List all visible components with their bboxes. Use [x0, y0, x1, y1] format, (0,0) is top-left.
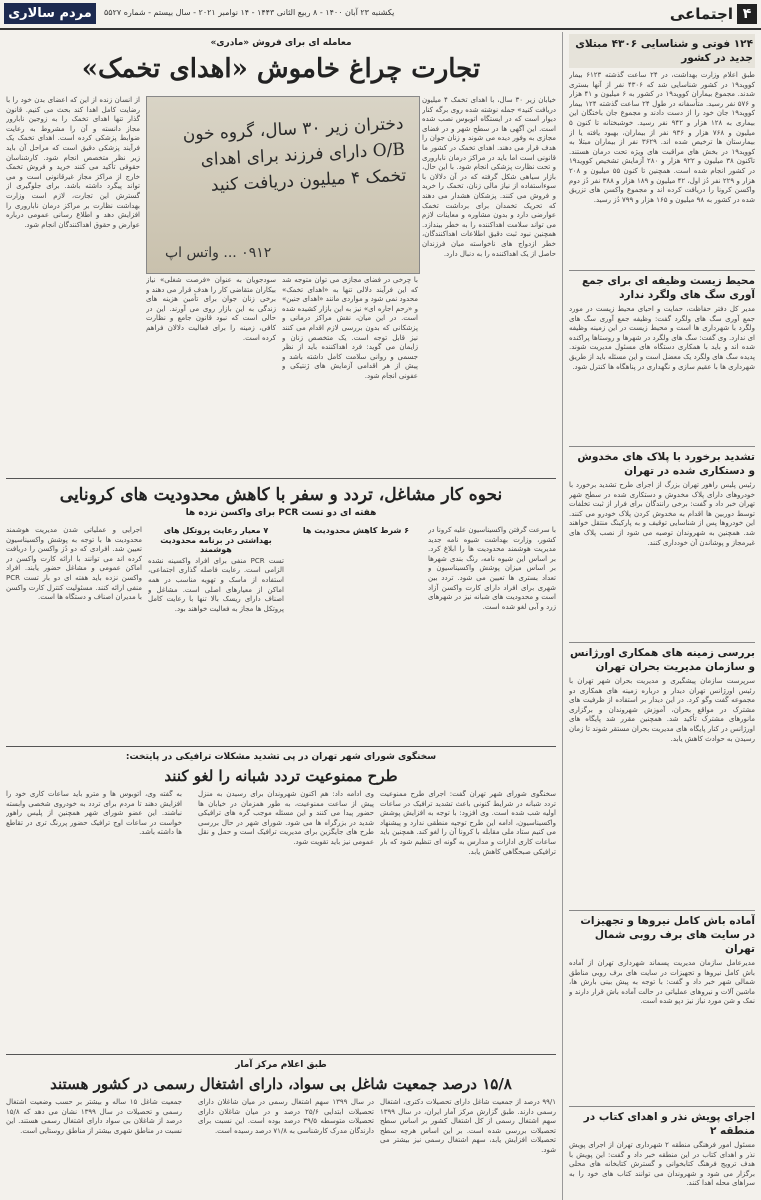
story3-column-left: به گفته وی، اتوبوس ها و مترو باید ساعات کاری خود را افزایش دهند تا مردم برای تردد به خودروی شخصی وابسته نباشند. این عضو شورای شهر همچنین از پلیس راهور خواست در ساعات اوج ترافیک حضور پررنگ تری در تقاطع ها داشته باشد.	[6, 790, 182, 837]
masthead	[0, 0, 761, 30]
news-item-stray-dogs	[569, 270, 755, 440]
news-body: مدیر کل دفتر حفاظت، حمایت و احیای محیط زیست در مورد جمع آوری سگ های ولگرد گفت: وظیفه جمع آوری سگ های ولگرد با شهرداری ها است و محیط زیست در این زمینه وظیفه ای ندارد. وی گفت: سگ های ولگرد در شهرها و روستاها پراکنده شده اند و باید با همکاری دستگاه های مسئول مدیریت شوند. پدیده سگ های ولگرد یک معضل است و این مسئله باید از طریق شهرداری ها با عقیم سازی و نگهداری در پناهگاه ها کنترل شود.	[569, 305, 755, 371]
newspaper-logo: مردم سالاری	[4, 3, 96, 24]
story2-subheadline: هفته ای دو تست PCR برای واکسن نزده ها	[185, 508, 377, 518]
story3-headline: طرح ممنوعیت تردد شبانه را لغو کنند	[164, 767, 398, 785]
news-body: مدیرعامل سازمان مدیریت پسماند شهرداری تهران از آماده باش کامل نیروها و تجهیزات در سایت های برف روبی مناطق شمالی شهر خبر داد و گفت: با توجه به پیش بینی بارش ها، ماشین آلات و نیروهای عملیاتی در حالت آماده باش قرار دارند و نمک و شن مورد نیاز نیز دپو شده است.	[569, 959, 755, 1006]
story3-column-middle: وی ادامه داد: هم اکنون شهروندان برای رسیدن به منزل پیش از ساعت ممنوعیت، به طور همزمان در خیابان ها حضور پیدا می کنند و این مسئله موجب گره های ترافیکی شدید در بزرگراه ها می شود. شورای شهر در حال بررسی طرح های جایگزین برای مدیریت ترافیک است و حمل و نقل عمومی نیز باید تقویت شود.	[198, 790, 374, 846]
news-item-snow-removal	[569, 910, 755, 1100]
news-sidebar	[562, 32, 761, 1200]
story1-column-right: خیابان زیر ۳۰ سال، با اهدای تخمک ۴ میلیون دریافت کنید» جمله نوشته شده روی برگه کنار دیوار است که در ایستگاه اتوبوس نصب شده است. این آگهی ها در سطح شهر و در فضای مجازی به وفور دیده می شوند و زنان جوان را هدف قرار می دهند. اهدای تخمک در کشور ما قانونی است اما باید در مراکز درمان ناباروری و تحت نظارت پزشکی انجام شود. با این حال، بازار سیاهی شکل گرفته که در آن دلالان با سوءاستفاده از نیاز مالی زنان، تخمک را خرید و فروش می کنند. پزشکان هشدار می دهند که تحریک تخمدان برای برداشت تخمک عوارضی دارد و بدون مشاوره و معاینات لازم می تواند سلامت اهداکننده را به خطر بیندازد. همچنین نبود ثبت دقیق اطلاعات اهداکنندگان، خطر ازدواج های ناخواسته میان فرزندان حاصل از یک اهداکننده را به دنبال دارد.	[422, 96, 556, 258]
story2-box-criteria	[148, 526, 284, 740]
story4-headline: ۱۵/۸ درصد جمعیت شاغل بی سواد، دارای اشتغال رسمی در کشور هستند	[50, 1075, 512, 1093]
story3-column-right: سخنگوی شورای شهر تهران گفت: اجرای طرح ممنوعیت تردد شبانه در شرایط کنونی باعث تشدید ترافیک در ساعات اولیه شب شده است. وی افزود: با توجه به افزایش پوشش واکسیناسیون، ادامه این طرح توجیه منطقی ندارد و پیشنهاد می کنیم ستاد ملی مقابله با کرونا آن را لغو کند. همچنین باید ساعات کاری ادارات و مدارس به گونه ای تنظیم شود که بار ترافیکی صبحگاهی کاهش یابد.	[380, 790, 556, 856]
divider	[6, 746, 556, 747]
handwritten-phone: ۰۹۱۲ ... واتس اپ	[165, 245, 272, 261]
main-content	[0, 32, 562, 1200]
box-title: ۶ شرط کاهش محدودیت ها	[302, 526, 410, 535]
story1-column-left: از انسان زنده از این که اعضای بدن خود را با رضایت کامل اهدا کند بحث می کنیم. قانون گذار تنها اهدای تخمک را به زوجین نابارور مجاز دانسته و آن را مشروط به رعایت ضوابط پزشکی کرده است. اهدای تخمک یک فرآیند پزشکی دقیق است که مراحل آن باید زیر نظر متخصص انجام شود. کارشناسان حقوقی تأکید می کنند خرید و فروش تخمک خارج از مراکز مجاز غیرقانونی است و می تواند پیگرد داشته باشد. برای جلوگیری از گسترش این تجارت، لازم است وزارت بهداشت نظارت بر مراکز درمان ناباروری را افزایش دهد و اطلاع رسانی عمومی درباره عوارض و حقوق اهداکنندگان انجام شود.	[6, 96, 140, 229]
story1-column-middle: با چرخی در فضای مجازی می توان متوجه شد که این فرآیند دلالی تنها به «اهدای تخمک» محدود نمی شود و مواردی مانند «اهدای جنین» و «رحم اجاره ای» نیز به این بازار کشیده شده است. در این میان، نقش مراکز درمانی و پزشکانی که بدون بررسی لازم اقدام می کنند نیز قابل توجه است. یک متخصص زنان و زایمان می گوید: فرد اهداکننده باید از نظر جسمی و روانی سلامت کامل داشته باشد و پیش از هر اقدامی آزمایش های ژنتیکی و عفونی انجام شود.	[282, 276, 418, 380]
news-item-book-donation	[569, 1106, 755, 1198]
story1-headline: تجارت چراغ خاموش «اهدای تخمک»	[81, 54, 481, 84]
page-number: ۴	[737, 4, 757, 24]
section-title: اجتماعی	[669, 4, 733, 23]
divider	[6, 1054, 556, 1055]
story1-caption-column: سودجویان به عنوان «فرصت شغلی» نیاز بیکاران متقاضی کار را هدف قرار می دهند و برخی زنان جوان برای تأمین هزینه های زندگی به این بازار روی می آورند. این در حالی است که نبود قانون جامع و نظارت کافی، زمینه را برای فعالیت دلالان فراهم کرده است.	[146, 276, 276, 342]
story3-kicker: سخنگوی شورای شهر تهران در پی تشدید مشکلات ترافیکی در پایتخت:	[125, 752, 437, 762]
news-title: ۱۲۴ فوتی و شناسایی ۴۳۰۶ مبتلای جدید در کشور	[569, 34, 755, 68]
box-body: تست PCR منفی برای افراد واکسینه نشده الزامی است. رعایت فاصله گذاری اجتماعی، استفاده از ماسک و تهویه مناسب در همه اماکن از معیارهای اصلی است. مشاغل و اصناف دارای ریسک بالا تنها با رعایت کامل پروتکل ها مجاز به فعالیت خواهند بود.	[148, 556, 284, 613]
news-title: بررسی زمینه های همکاری اورژانس و سازمان مدیریت بحران تهران	[569, 642, 755, 674]
news-item-covid-stats	[569, 34, 755, 264]
news-title: آماده باش کامل نیروها و تجهیزات در سایت های برف روبی شمال تهران	[569, 910, 755, 956]
story2-column-right: با سرعت گرفتن واکسیناسیون علیه کرونا در کشور، وزارت بهداشت شیوه نامه جدید مدیریت هوشمند محدودیت ها را ابلاغ کرد. بر اساس این شیوه نامه، رنگ بندی شهرها بر اساس میزان پوشش واکسیناسیون و تعداد بستری ها تعیین می شود. تردد بین شهری برای افراد دارای کارت واکسن آزاد است و محدودیت های شبانه نیز در شهرهای زرد و آبی لغو شده است.	[428, 526, 556, 611]
section-header	[670, 3, 757, 24]
story2-headline: نحوه کار مشاغل، تردد و سفر با کاهش محدودیت های کرونایی	[59, 485, 503, 505]
news-body: مسئول امور فرهنگی منطقه ۲ شهرداری تهران از اجرای پویش نذر و اهدای کتاب در این منطقه خبر داد و گفت: این پویش با هدف ترویج فرهنگ کتابخوانی و گسترش کتابخانه های محلی برگزار می شود و شهروندان می توانند کتاب های خود را به سراهای محله اهدا کنند.	[569, 1141, 755, 1188]
news-body: رئیس پلیس راهور تهران بزرگ از اجرای طرح تشدید برخورد با خودروهای دارای پلاک مخدوش و دستکاری شده در سطح شهر تهران خبر داد و گفت: برخی رانندگان برای فرار از ثبت تخلفات توسط دوربین ها اقدام به مخدوش کردن پلاک خودرو می کنند. این خودروها پس از شناسایی توقیف و به پارکینگ منتقل خواهند شد. همچنین به شهروندان توصیه می شود از نصب پلاک های غیرمجاز و پوشاندن آن خودداری کنند.	[569, 481, 755, 547]
story1-photo	[146, 96, 420, 274]
story2-column-left: اجرایی و عملیاتی شدن مدیریت هوشمند محدودیت ها با توجه به پوشش واکسیناسیون تعیین شد. افرادی که دو دُز واکسن را دریافت کرده اند می توانند با ارائه کارت واکسن در اماکن عمومی و مشاغل حضور یابند. افراد واکسن نزده باید هفته ای دو بار تست PCR منفی ارائه کنند. مسئولیت کنترل کارت واکسن با مدیران اصناف و دستگاه ها است.	[6, 526, 142, 602]
news-body: سرپرست سازمان پیشگیری و مدیریت بحران شهر تهران با رئیس اورژانس تهران دیدار و درباره زمینه های همکاری دو مجموعه گفت وگو کرد. در این دیدار بر استفاده از ظرفیت های مشترک در مواقع بحران، آموزش شهروندان و برگزاری مانورهای مشترک تأکید شد. همچنین مقرر شد پایگاه های اورژانس در کنار پایگاه های مدیریت بحران مستقر شوند تا زمان رسیدن به حوادث کاهش یابد.	[569, 677, 755, 743]
news-item-license-plates	[569, 446, 755, 636]
story4-column-left: جمعیت شاغل ۱۵ ساله و بیشتر بر حسب وضعیت اشتغال رسمی و تحصیلات در سال ۱۳۹۹ نشان می دهد که ۱۵/۸ درصد از شاغلان بی سواد دارای اشتغال رسمی هستند. این نسبت در مناطق شهری بیشتر از مناطق روستایی است.	[6, 1098, 182, 1135]
story1-kicker: معامله ای برای فروش «مادری»	[210, 38, 352, 48]
dateline: یکشنبه ۲۳ آبان ۱۴۰۰ - ۸ ربیع الثانی ۱۴۴۳ - ۱۴ نوامبر ۲۰۲۱ - سال بیستم - شماره ۵۵۲۷	[104, 8, 395, 17]
story4-column-right: ۹۹/۱ درصد از جمعیت شاغل دارای تحصیلات دکتری، اشتغال رسمی دارند. طبق گزارش مرکز آمار ایران، در سال ۱۳۹۹ سهم اشتغال رسمی از کل اشتغال کشور بر اساس سطح تحصیلات بررسی شده است. بر این اساس هرچه سطح تحصیلات افزایش یابد، سهم اشتغال رسمی نیز بیشتر می شود.	[380, 1098, 556, 1154]
story4-column-middle: در سال ۱۳۹۹ سهم اشتغال رسمی در میان شاغلان دارای تحصیلات ابتدایی ۲۵/۶ درصد و در میان شاغلان دارای تحصیلات متوسطه ۳۹/۵ درصد بوده است. این نسبت برای دارندگان مدرک کارشناسی به ۷۱/۸ درصد رسیده است.	[198, 1098, 374, 1135]
story4-kicker: طبق اعلام مرکز آمار	[235, 1060, 327, 1070]
news-item-emergency-cooperation	[569, 642, 755, 904]
news-title: اجرای پویش نذر و اهدای کتاب در منطقه ۲	[569, 1106, 755, 1138]
news-title: تشدید برخورد با پلاک های مخدوش و دستکاری شده در تهران	[569, 446, 755, 478]
handwritten-ad-text: دختران زیر ۳۰ سال، گروه خون O/B دارای فرزند برای اهدای تخمک ۴ میلیون دریافت کنید	[182, 113, 407, 196]
news-title: محیط زیست وظیفه ای برای جمع آوری سگ های ولگرد ندارد	[569, 270, 755, 302]
box-title: ۷ معیار رعایت پروتکل های بهداشتی در برنامه محدودیت هوشمند	[160, 526, 272, 555]
news-body: طبق اعلام وزارت بهداشت، در ۲۴ ساعت گذشته ۶۱۲۳ بیمار کووید۱۹ در کشور شناسایی شد که ۴۳۰۶ نفر از آنها بستری شدند. مجموع بیماران کووید۱۹ در کشور به ۶ میلیون و ۴۱ هزار و ۵۷۶ نفر رسید. متأسفانه در طول ۲۴ ساعت گذشته ۱۲۴ بیمار کووید۱۹ جان خود را از دست دادند و مجموع جان باختگان این بیماری به ۱۲۸ هزار و ۹۴۲ نفر رسید. خوشبختانه تا کنون ۵ میلیون و ۷۶۸ هزار و ۹۳۶ نفر از بیماران، بهبود یافته یا از بیمارستان ها ترخیص شده اند. ۳۶۲۹ نفر از بیماران مبتلا به کووید۱۹ در بخش های مراقبت های ویژه تحت درمان هستند. تاکنون ۳۸ میلیون و ۹۲۲ هزار و ۲۸۰ آزمایش تشخیص کووید۱۹ در کشور انجام شده است. همچنین تا کنون ۵۵ میلیون و ۲۰۸ هزار و ۲۲۹ نفر دُز اول، ۴۲ میلیون و ۱۸۹ هزار و ۳۸۸ نفر دُز دوم واکسن کرونا را دریافت کرده اند و مجموع واکسن های تزریق شده در کشور به ۹۸ میلیون و ۱۶۵ هزار و ۷۹۹ دُز رسید.	[569, 71, 755, 204]
divider	[6, 478, 556, 479]
story2-box-conditions	[290, 526, 422, 740]
